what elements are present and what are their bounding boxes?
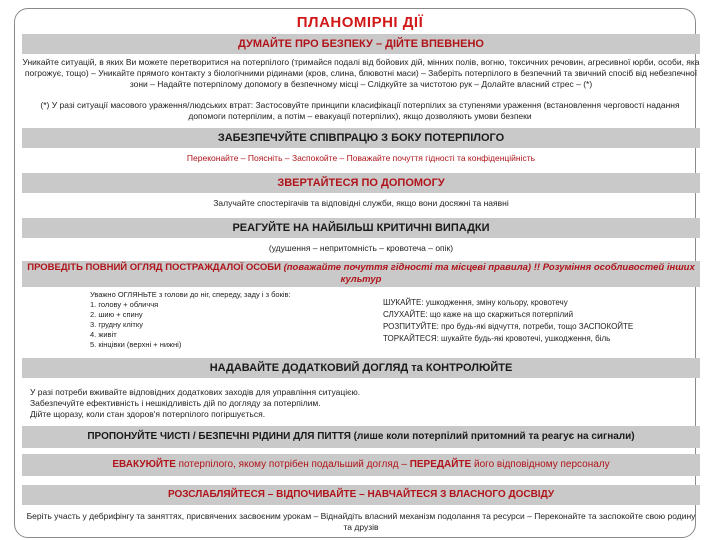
list-item: ТОРКАЙТЕСЯ: шукайте будь-які кровотечі, ушкодження, біль	[383, 334, 611, 343]
section-full-examination-title: ПРОВЕДІТЬ ПОВНИЙ ОГЛЯД ПОСТРАЖДАЛОЇ ОСОБИ	[27, 262, 281, 273]
section-relax: РОЗСЛАБЛЯЙТЕСЯ – ВІДПОЧИВАЙТЕ – НАВЧАЙТЕСЯ З ВЛАСНОГО ДОСВІДУ	[22, 485, 700, 505]
list-item: 2. шию + спину	[90, 310, 143, 319]
section-handover-keyword: ПЕРЕДАЙТЕ	[409, 459, 472, 470]
list-item: 3. грудну клітку	[90, 320, 143, 329]
examination-order-title: Уважно ОГЛЯНЬТЕ з голови до ніг, спереду, заду і з боків:	[90, 290, 291, 299]
section-evacuate-keyword: ЕВАКУЮЙТЕ	[112, 459, 176, 470]
section-relax-text: Беріть участь у дебрифінгу та заняттях, присвячених засвоєним урокам – Віднайдіть власний механізм подолання та ресурси – Переконайте та заспокойте свою родину та друзів	[26, 511, 696, 532]
section-cooperation-text: Переконайте – Поясніть – Заспокойте – Поважайте почуття гідності та конфіденційність	[186, 153, 536, 163]
section-evacuate-text: потерпілого, якому потрібен подальший догляд –	[175, 459, 410, 470]
section-cooperation: ЗАБЕЗПЕЧУЙТЕ СПІВПРАЦЮ З БОКУ ПОТЕРПІЛОГО	[22, 128, 700, 148]
section-handover-text: його відповідному персоналу	[471, 459, 610, 470]
section-call-help-text: Залучайте спостерігачів та відповідні служби, якщо вони досяжні та наявні	[213, 198, 509, 208]
list-item: Дійте щоразу, коли стан здоров'я потерпілого погіршується.	[30, 409, 266, 419]
list-item: РОЗПИТУЙТЕ: про будь-які відчуття, потреби, тощо ЗАСПОКОЙТЕ	[383, 322, 634, 331]
examination-order-list	[90, 290, 370, 350]
section-additional-care-text	[30, 387, 450, 420]
list-item: Забезпечуйте ефективність і нешкідливість дій по догляду за потерпілим.	[30, 398, 321, 408]
section-additional-care: НАДАВАЙТЕ ДОДАТКОВИЙ ДОГЛЯД та КОНТРОЛЮЙТЕ	[22, 358, 700, 378]
section-full-examination-subtitle: (поважайте почуття гідності та місцеві правила) !! Розуміння особливостей інших культур	[280, 262, 695, 285]
list-item: СЛУХАЙТЕ: що каже на що скаржиться потерпілий	[383, 310, 574, 319]
section-think-safety-note: (*) У разі ситуації масового ураження/людських втрат: Застосовуйте принципи класифікації потерпілих за ступенями ураження (встановлення черговості надання допомоги потерпілим, а потім – евакуації потерпілих), якщо дозволяють умови безпеки	[40, 100, 680, 121]
section-think-safety: ДУМАЙТЕ ПРО БЕЗПЕКУ – ДІЙТЕ ВПЕВНЕНО	[22, 34, 700, 54]
section-critical-cases: РЕАГУЙТЕ НА НАЙБІЛЬШ КРИТИЧНІ ВИПАДКИ	[22, 218, 700, 238]
examination-checks-list	[383, 297, 703, 345]
section-clean-fluids	[22, 426, 700, 448]
page-title: ПЛАНОМІРНІ ДІЇ	[296, 14, 424, 31]
list-item: 5. кінцівки (верхні + нижні)	[90, 340, 182, 349]
list-item: ШУКАЙТЕ: ушкодження, зміну кольору, кровотечу	[383, 298, 568, 307]
section-evacuate	[22, 454, 700, 476]
section-clean-fluids-title: ПРОПОНУЙТЕ ЧИСТІ / БЕЗПЕЧНІ РІДИНИ ДЛЯ ПИТТЯ	[87, 431, 351, 442]
section-call-help: ЗВЕРТАЙТЕСЯ ПО ДОПОМОГУ	[22, 173, 700, 193]
section-full-examination	[22, 261, 700, 287]
list-item: У разі потреби вживайте відповідних додаткових заходів для управління ситуацією.	[30, 387, 361, 397]
list-item: 1. голову + обличчя	[90, 300, 159, 309]
list-item: 4. живіт	[90, 330, 117, 339]
section-critical-cases-text: (удушення – непритомність – кровотеча – опік)	[268, 243, 454, 253]
section-clean-fluids-subtitle: (лише коли потерпілий притомний та реагує на сигнали)	[350, 431, 635, 442]
section-think-safety-text: Уникайте ситуацій, в яких Ви можете перетворитися на потерпілого (тримайся подалі від бойових дій, мінних полів, вогню, токсичних речовин, агресивної юрби, особи, яка погрожує, тощо) – Уникайте прямого контакту з біологічними рідинами (кров, слина, блювотні маси) – Заберіть потерпілого в безпечний та звичний спосіб від небезпечної зони – Надайте потерпілому допомогу в безпечному місці – Слідкуйте за чистотою рук – Долайте власний стрес – (*)	[22, 57, 700, 89]
